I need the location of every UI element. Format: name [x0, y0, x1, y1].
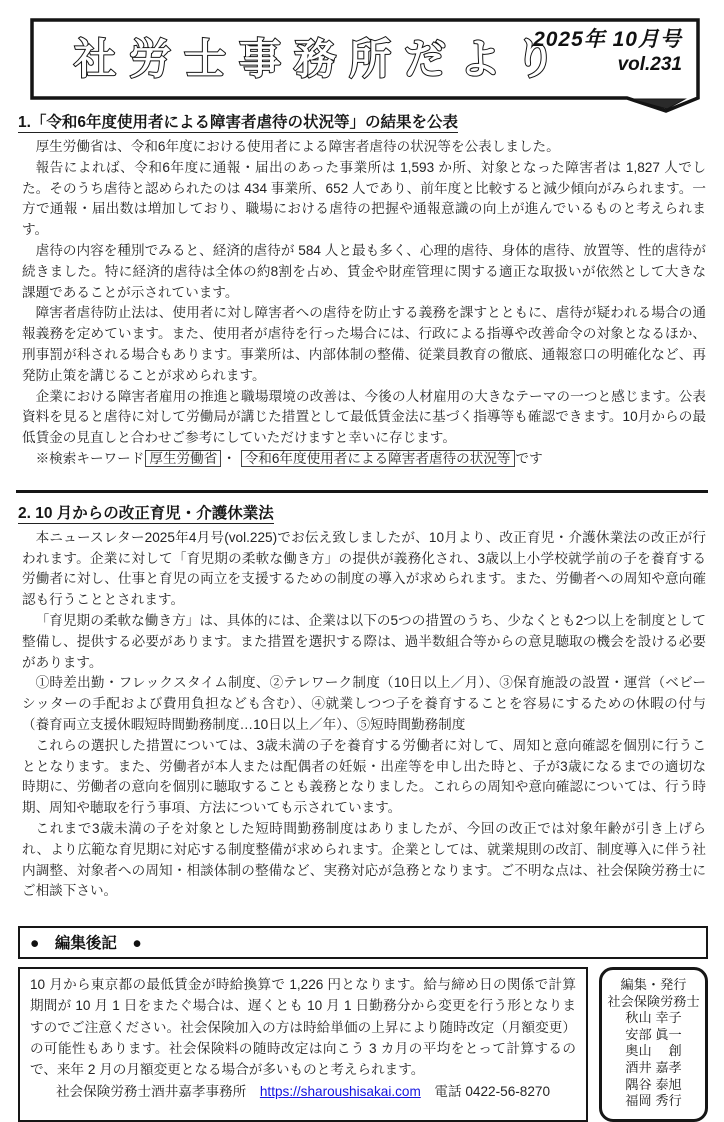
office-website-link[interactable]: https://sharoushisakai.com [259, 1084, 421, 1100]
editors-box [599, 967, 708, 1122]
header-banner [30, 18, 700, 100]
editors-title: 編集・発行 [620, 977, 687, 993]
keyword-prefix: ※検索キーワード [35, 450, 145, 466]
keyword-box-1: 厚生労働省 [145, 450, 221, 467]
editor-name: 福岡 秀行 [625, 1093, 682, 1109]
issue-info [533, 27, 682, 77]
section2-paragraph: ①時差出勤・フレックスタイム制度、②テレワーク制度（10日以上／月）、③保育施設の設置・運営（ベビーシッターの手配および費用負担なども含む）、④就業しつつ子を養育することを容易にするための休暇の付与（養育両立支援休暇短時間勤務制度…10日以上／年）、⑤短時間勤務制度 [22, 675, 706, 732]
keyword-suffix: です [515, 450, 543, 466]
postscript-body-text: 10 月から東京都の最低賃金が時給換算で 1,226 円となります。給与締め日の関係で計算期間が 10 月 1 日をまたぐ場合は、遅くとも 10 月 1 日勤務分から変更を行う形となりますのでご注意ください。社会保険加入の方は時給単価の上昇により随時改定（月額変更）の可能性もあります。社会保険料の随時改定は向こう 3 カ月の平均をとって計算するので、来年 2 月の月額変更となる場合が多いものと考えられます。 [30, 977, 576, 1077]
editor-name: 隅谷 泰旭 [625, 1076, 682, 1092]
search-keyword-line [22, 449, 706, 470]
section1-body [22, 137, 706, 470]
postscript-heading: ● 編集後記 ● [18, 926, 708, 959]
editor-name: 酒井 嘉孝 [625, 1060, 682, 1076]
section1-paragraph: 厚生労働省は、令和6年度における使用者による障害者虐待の状況等を公表しました。 [35, 139, 560, 154]
editor-name: 安部 眞一 [625, 1026, 682, 1042]
newsletter-title: 社労士事務所だより [74, 35, 570, 83]
section1-paragraph: 企業における障害者雇用の推進と職場環境の改善は、今後の人材雇用の大きなテーマの一つと感じます。公表資料を見ると虐待に対して労働局が講じた措置として最低賃金法に基づく指導等も確認できます。10月からの最低賃金の見直しと合わせご参考にしていただけますと幸いに存じます。 [22, 388, 706, 446]
office-contact-line [30, 1081, 576, 1102]
editors-subtitle: 社会保険労務士 [607, 993, 700, 1009]
section2-paragraph: これまで3歳未満の子を対象とした短時間勤務制度はありましたが、今回の改正では対象年齢が引き上げられ、より広範な育児期に対応する制度整備が求められます。企業としては、就業規則の改訂、制度導入に伴う社内調整、対象者への周知・相談体制の整備など、実務対応が急務となります。ご不明な点は、社会保険労務士にご相談下さい。 [22, 820, 706, 899]
section-divider-line [16, 490, 708, 493]
editor-name: 秋山 幸子 [625, 1010, 682, 1026]
office-phone: 電話 0422-56-8270 [434, 1084, 551, 1100]
postscript-bottom-row [18, 967, 708, 1122]
keyword-separator: ・ [222, 450, 236, 466]
section2-paragraph: 本ニュースレター2025年4月号(vol.225)でお伝え致しましたが、10月より、改正育児・介護休業法の改正が行われます。企業に対して「育児期の柔軟な働き方」の提供が義務化され、3歳以上小学校就学前の子を養育する労働者に対し、仕事と育児の両立を支援するための制度の導入が求められます。また、労働者への周知や意向確認も行うこととされます。 [22, 529, 706, 608]
section2-paragraph: 「育児期の柔軟な働き方」は、具体的には、企業は以下の5つの措置のうち、少なくとも2つ以上を制度として整備し、提供する必要があります。また措置を選択する際は、過半数組合等からの意見聴取の機会を設ける必要があります。 [22, 612, 706, 670]
postscript-body-box [18, 967, 588, 1122]
editor-name: 奥山 創 [625, 1043, 682, 1059]
section1-heading: 1.「令和6年度使用者による障害者虐待の状況等」の結果を公表 [18, 114, 459, 131]
section2-body [22, 528, 706, 902]
issue-volume: vol.231 [617, 54, 682, 76]
section2-heading: 2. 10 月からの改正育児・介護休業法 [18, 504, 274, 522]
office-name: 社会保険労務士酒井嘉孝事務所 [55, 1084, 247, 1100]
section2-paragraph: これらの選択した措置については、3歳未満の子を養育する労働者に対して、周知と意向確認を個別に行うこととなります。また、労働者が本人または配偶者の妊娠・出産等を申し出た時と、子が3歳になるまでの適切な時期に、労働者の意向を個別に聴取することも義務となりました。これらの周知や意向確認については、行う時期、周知や聴取を行う事項、方法についても示されています。 [22, 737, 706, 816]
issue-date: 2025年 10月号 [533, 28, 682, 51]
section1-paragraph: 障害者虐待防止法は、使用者に対し障害者への虐待を防止する義務を課すとともに、虐待が疑われる場合の通報義務を定めています。また、使用者が虐待を行った場合には、行政による指導や改善命令の対象となるほか、刑事罰が科される場合もあります。事業所は、内部体制の整備、従業員教育の徹底、通報窓口の明確化など、再発防止策を講じることが求められます。 [22, 305, 706, 383]
section1-paragraph: 虐待の内容を種別でみると、経済的虐待が 584 人と最も多く、心理的虐待、身体的虐待、放置等、性的虐待が続きました。特に経済的虐待は全体の約8割を占め、賃金や財産管理に関する適正な取扱いが依然として大きな課題であることが示されています。 [22, 242, 706, 300]
section1-paragraph: 報告によれば、令和6年度に通報・届出のあった事業所は 1,593 か所、対象となった障害者は 1,827 人でした。そのうち虐待と認められたのは 434 事業所、652 人であり、前年度と比較すると減少傾向がみられます。一方で通報・届出数は増加しており、職場における虐待の把握や通報意識の向上が進んでいるものと考えられます。 [22, 159, 706, 238]
keyword-box-2: 令和6年度使用者による障害者虐待の状況等 [241, 450, 515, 467]
